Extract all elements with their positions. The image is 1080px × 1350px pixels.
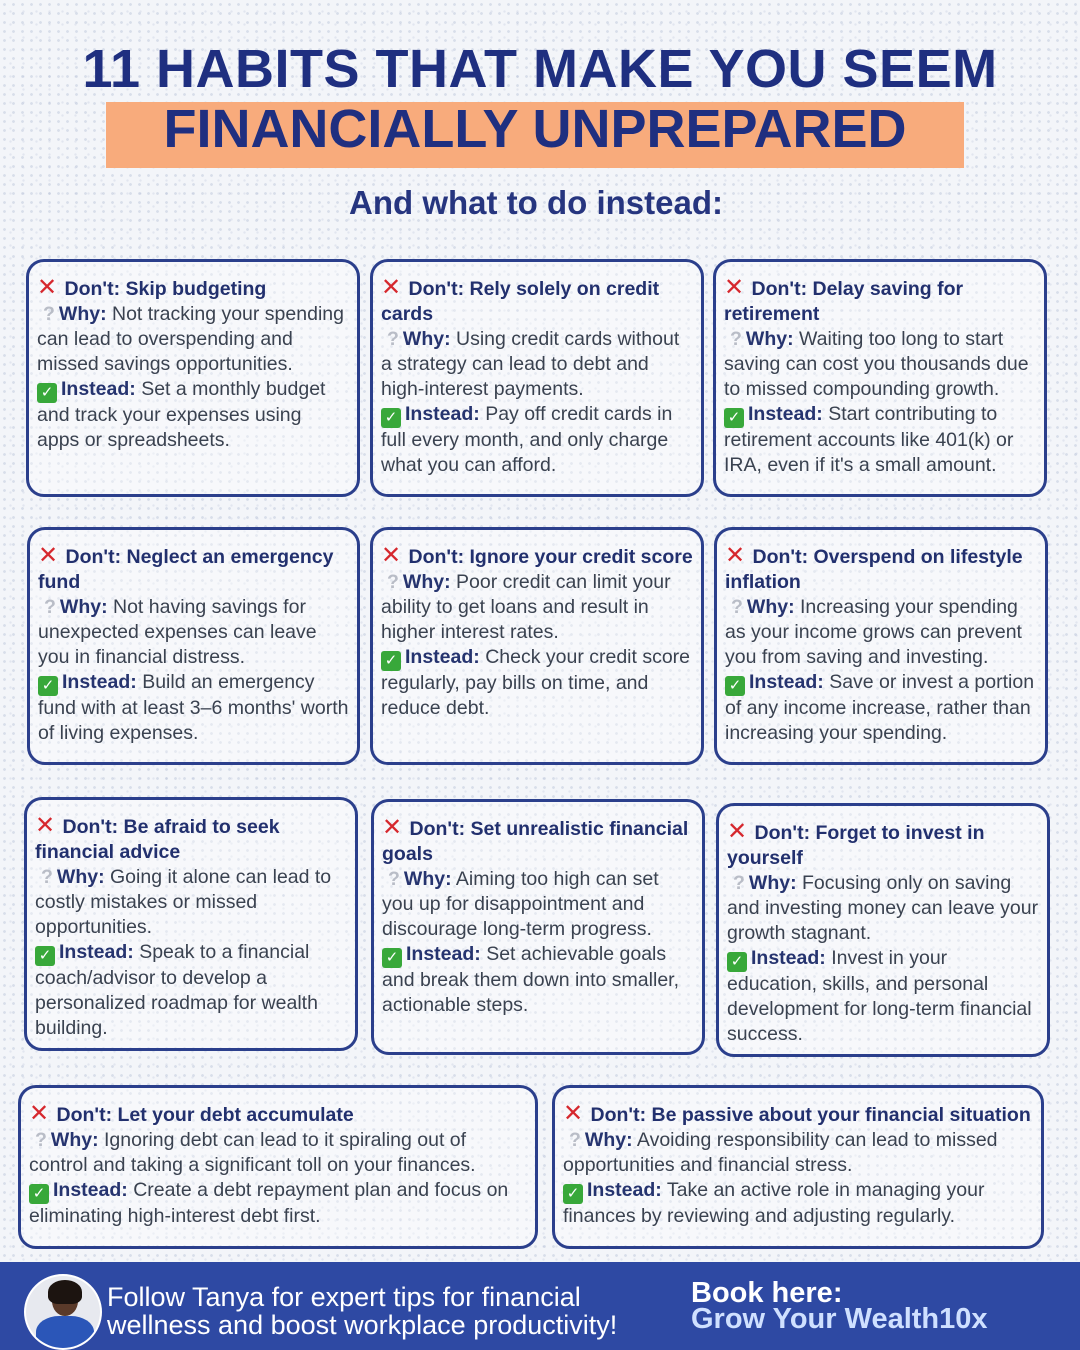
habit-card: [18, 1085, 538, 1249]
why-line: [381, 327, 693, 402]
instead-label: Instead:: [751, 946, 826, 969]
why-label: Why:: [59, 595, 108, 618]
instead-label: Instead:: [748, 402, 823, 425]
dont-label: Don't:: [65, 546, 122, 568]
book-link[interactable]: Grow Your Wealth10x: [691, 1303, 988, 1336]
why-line: [727, 871, 1039, 946]
instead-line: [37, 377, 349, 453]
title-line-1: 11 HABITS THAT MAKE YOU SEEM: [82, 39, 998, 99]
instead-text: Take an active role in managing your finances by reviewing and adjusting regularly.: [563, 1178, 985, 1227]
dont-text: Be passive about your financial situation: [651, 1104, 1031, 1126]
dont-label: Don't:: [62, 816, 119, 838]
dont-heading: [37, 276, 349, 302]
instead-text: Start contributing to retirement accounts like 401(k) or IRA, even if it's a small amount.: [724, 402, 1014, 476]
why-label: Why:: [402, 570, 451, 593]
why-label: Why:: [748, 871, 797, 894]
dont-label: Don't:: [408, 546, 465, 568]
dont-heading: [725, 544, 1037, 595]
dont-text: Delay saving for retirement: [724, 278, 964, 325]
why-text: Increasing your spending as your income grows can prevent you from saving and investing.: [725, 595, 1022, 668]
green-check-icon: ✓: [727, 952, 747, 972]
instead-text: Build an emergency fund with at least 3–6 months' worth of living expenses.: [38, 670, 349, 744]
why-line: [382, 867, 694, 942]
red-x-icon: ✕: [381, 542, 402, 569]
habit-card: [26, 259, 360, 497]
instead-label: Instead:: [59, 940, 134, 963]
question-mark-icon: ?: [731, 595, 743, 618]
question-mark-icon: ?: [41, 865, 53, 888]
dont-heading: [29, 1102, 527, 1128]
red-x-icon: ✕: [724, 274, 745, 301]
instead-label: Instead:: [53, 1178, 128, 1201]
dont-label: Don't:: [754, 822, 811, 844]
follow-text: Follow Tanya for expert tips for financial wellness and boost workplace productivity!: [107, 1282, 618, 1341]
green-check-icon: ✓: [381, 408, 401, 428]
dont-text: Neglect an emergency fund: [38, 546, 334, 593]
why-text: Ignoring debt can lead to it spiraling out of control and taking a significant toll on your finances.: [29, 1128, 476, 1176]
instead-text: Pay off credit cards in full every month, and only charge what you can afford.: [381, 402, 673, 476]
red-x-icon: ✕: [382, 814, 403, 841]
instead-line: [29, 1178, 527, 1229]
dont-heading: [382, 816, 694, 867]
green-check-icon: ✓: [382, 948, 402, 968]
avatar: [24, 1274, 102, 1350]
question-mark-icon: ?: [388, 867, 400, 890]
subtitle: And what to do instead:: [349, 184, 723, 221]
instead-line: [727, 946, 1039, 1047]
why-label: Why:: [745, 327, 794, 350]
dont-heading: [381, 544, 693, 570]
question-mark-icon: ?: [730, 327, 742, 350]
why-text: Focusing only on saving and investing money can leave your growth stagnant.: [727, 871, 1039, 944]
instead-line: [35, 940, 347, 1041]
instead-line: [381, 645, 693, 721]
green-check-icon: ✓: [724, 408, 744, 428]
why-label: Why:: [584, 1128, 633, 1151]
habit-card: [370, 259, 704, 497]
red-x-icon: ✕: [35, 812, 56, 839]
dont-heading: [727, 820, 1039, 871]
dont-heading: [381, 276, 693, 327]
red-x-icon: ✕: [381, 274, 402, 301]
dont-text: Rely solely on credit cards: [381, 278, 660, 325]
why-label: Why:: [50, 1128, 99, 1151]
why-line: [725, 595, 1037, 670]
instead-label: Instead:: [61, 377, 136, 400]
why-line: [381, 570, 693, 645]
red-x-icon: ✕: [725, 542, 746, 569]
dont-text: Overspend on lifestyle inflation: [725, 546, 1023, 593]
dont-label: Don't:: [590, 1104, 647, 1126]
why-line: [35, 865, 347, 940]
why-text: Using credit cards without a strategy can lead to debt and high-interest payments.: [381, 327, 680, 400]
red-x-icon: ✕: [563, 1100, 584, 1127]
red-x-icon: ✕: [29, 1100, 50, 1127]
dont-label: Don't:: [64, 278, 121, 300]
why-label: Why:: [56, 865, 105, 888]
why-line: [563, 1128, 1033, 1178]
habit-card: [370, 527, 704, 765]
red-x-icon: ✕: [38, 542, 59, 569]
book-here[interactable]: [691, 1277, 1071, 1336]
why-label: Why:: [402, 327, 451, 350]
instead-line: [563, 1178, 1033, 1229]
dont-label: Don't:: [56, 1104, 113, 1126]
green-check-icon: ✓: [725, 676, 745, 696]
question-mark-icon: ?: [44, 595, 56, 618]
green-check-icon: ✓: [29, 1184, 49, 1204]
why-text: Not having savings for unexpected expenses can leave you in financial distress.: [38, 595, 317, 668]
book-label: Book here:: [691, 1277, 843, 1309]
dont-text: Let your debt accumulate: [117, 1104, 354, 1126]
why-line: [38, 595, 349, 670]
instead-line: [381, 402, 693, 478]
why-label: Why:: [746, 595, 795, 618]
instead-label: Instead:: [62, 670, 137, 693]
dont-label: Don't:: [408, 278, 465, 300]
habit-card: [552, 1085, 1044, 1249]
instead-text: Save or invest a portion of any income increase, rather than increasing your spending.: [725, 670, 1035, 744]
dont-text: Set unrealistic financial goals: [382, 818, 689, 865]
question-mark-icon: ?: [387, 327, 399, 350]
question-mark-icon: ?: [35, 1128, 47, 1151]
instead-label: Instead:: [406, 942, 481, 965]
habit-card: [27, 527, 360, 765]
instead-text: Create a debt repayment plan and focus on eliminating high-interest debt first.: [29, 1178, 509, 1227]
why-line: [724, 327, 1036, 402]
dont-label: Don't:: [752, 546, 809, 568]
why-text: Waiting too long to start saving can cost you thousands due to missed compounding growth.: [724, 327, 1029, 400]
habit-card: [714, 527, 1048, 765]
instead-line: [382, 942, 694, 1018]
dont-heading: [38, 544, 349, 595]
green-check-icon: ✓: [38, 676, 58, 696]
dont-heading: [35, 814, 347, 865]
instead-text: Check your credit score regularly, pay bills on time, and reduce debt.: [381, 645, 691, 719]
why-text: Aiming too high can set you up for disappointment and discourage long-term progress.: [382, 867, 659, 940]
why-text: Not tracking your spending can lead to overspending and missed savings opportunities.: [37, 302, 344, 375]
green-check-icon: ✓: [563, 1184, 583, 1204]
instead-label: Instead:: [405, 645, 480, 668]
instead-line: [725, 670, 1037, 746]
green-check-icon: ✓: [35, 946, 55, 966]
question-mark-icon: ?: [387, 570, 399, 593]
instead-label: Instead:: [749, 670, 824, 693]
dont-text: Forget to invest in yourself: [727, 822, 985, 869]
instead-text: Speak to a financial coach/advisor to develop a personalized roadmap for wealth building.: [35, 940, 318, 1039]
dont-heading: [563, 1102, 1033, 1128]
dont-text: Be afraid to seek financial advice: [35, 816, 280, 863]
why-text: Poor credit can limit your ability to get loans and result in higher interest rates.: [381, 570, 671, 643]
instead-line: [38, 670, 349, 746]
why-label: Why:: [403, 867, 452, 890]
dont-label: Don't:: [751, 278, 808, 300]
red-x-icon: ✕: [37, 274, 58, 301]
dont-text: Skip budgeting: [125, 278, 267, 300]
why-text: Going it alone can lead to costly mistakes or missed opportunities.: [35, 865, 332, 938]
why-label: Why:: [58, 302, 107, 325]
habit-card: [716, 803, 1050, 1057]
instead-text: Set a monthly budget and track your expenses using apps or spreadsheets.: [37, 377, 326, 451]
red-x-icon: ✕: [727, 818, 748, 845]
title-line-2: FINANCIALLY UNPREPARED: [163, 99, 907, 159]
dont-text: Ignore your credit score: [469, 546, 693, 568]
question-mark-icon: ?: [733, 871, 745, 894]
why-line: [37, 302, 349, 377]
instead-label: Instead:: [587, 1178, 662, 1201]
instead-text: Invest in your education, skills, and personal development for long-term financial success.: [727, 946, 1032, 1045]
footer-banner: [0, 1262, 1080, 1350]
habit-card: [371, 799, 705, 1055]
instead-line: [724, 402, 1036, 478]
dont-heading: [724, 276, 1036, 327]
why-text: Avoiding responsibility can lead to missed opportunities and financial stress.: [563, 1128, 998, 1176]
question-mark-icon: ?: [569, 1128, 581, 1151]
question-mark-icon: ?: [43, 302, 55, 325]
habit-card: [24, 797, 358, 1051]
green-check-icon: ✓: [37, 383, 57, 403]
instead-text: Set achievable goals and break them down into smaller, actionable steps.: [382, 942, 679, 1016]
why-line: [29, 1128, 527, 1178]
green-check-icon: ✓: [381, 651, 401, 671]
habit-card: [713, 259, 1047, 497]
instead-label: Instead:: [405, 402, 480, 425]
dont-label: Don't:: [409, 818, 466, 840]
